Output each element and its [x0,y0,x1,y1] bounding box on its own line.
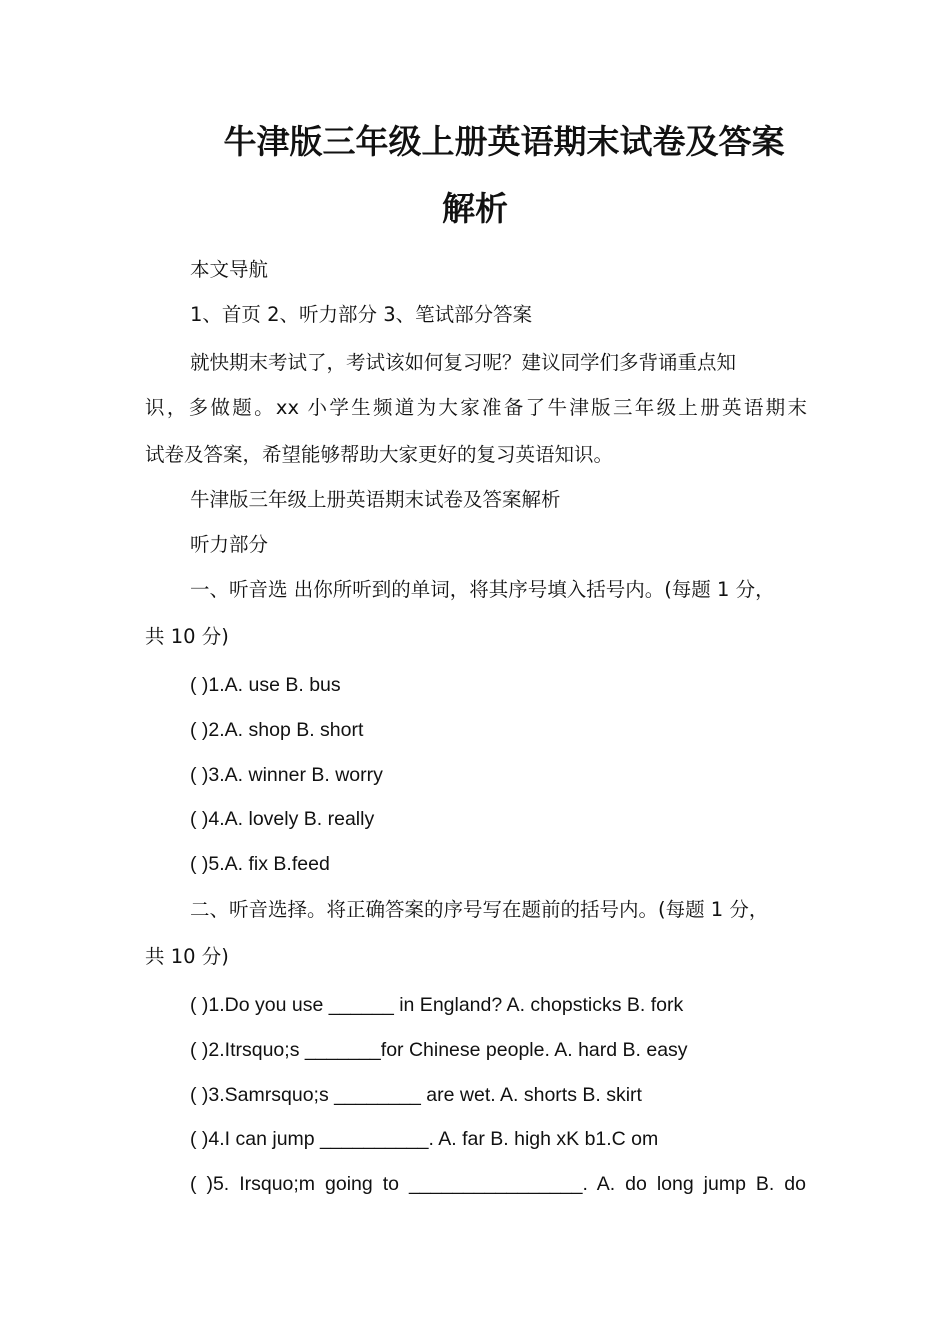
intro-line-1: 就快期末考试了，考试该如何复习呢？建议同学们多背诵重点知 [190,351,737,374]
part2-instruction-line-1: 二、听音选择。将正确答案的序号写在题前的括号内。(每题 1 分， [190,898,769,921]
nav-heading: 本文导航 [190,258,269,281]
nav-items: 1、首页 2、听力部分 3、笔试部分答案 [190,303,533,326]
part2-question: ( )5. Irsquo;m going to ________________. A. do long jump B. do [190,1173,806,1195]
part2-question: ( )3.Samrsquo;s ________ are wet. A. shorts B. skirt [190,1084,642,1106]
part1-question: ( )5.A. fix B.feed [190,853,330,875]
part1-question: ( )2.A. shop B. short [190,719,364,741]
part2-question: ( )4.I can jump __________. A. far B. high xK b1.C om [190,1128,659,1150]
document-title-line-2: 解析 [442,189,508,228]
part1-question: ( )1.A. use B. bus [190,674,341,696]
subtitle: 牛津版三年级上册英语期末试卷及答案解析 [190,488,561,511]
part2-instruction-line-2: 共 10 分) [145,945,229,968]
part1-instruction-line-1: 一、听音选 出你所听到的单词，将其序号填入括号内。(每题 1 分， [190,578,775,601]
intro-line-3: 试卷及答案，希望能够帮助大家更好的复习英语知识。 [145,443,614,466]
part2-question: ( )1.Do you use ______ in England? A. chopsticks B. fork [190,994,684,1016]
section-label-listening: 听力部分 [190,533,269,556]
part1-question: ( )3.A. winner B. worry [190,764,383,786]
part2-question: ( )2.Itrsquo;s _______for Chinese people. A. hard B. easy [190,1039,688,1061]
intro-line-2: 识，多做题。xx 小学生频道为大家准备了牛津版三年级上册英语期末 [145,396,807,419]
part1-instruction-line-2: 共 10 分) [145,625,229,648]
part1-question: ( )4.A. lovely B. really [190,808,375,830]
document-title-line-1: 牛津版三年级上册英语期末试卷及答案 [223,122,785,161]
